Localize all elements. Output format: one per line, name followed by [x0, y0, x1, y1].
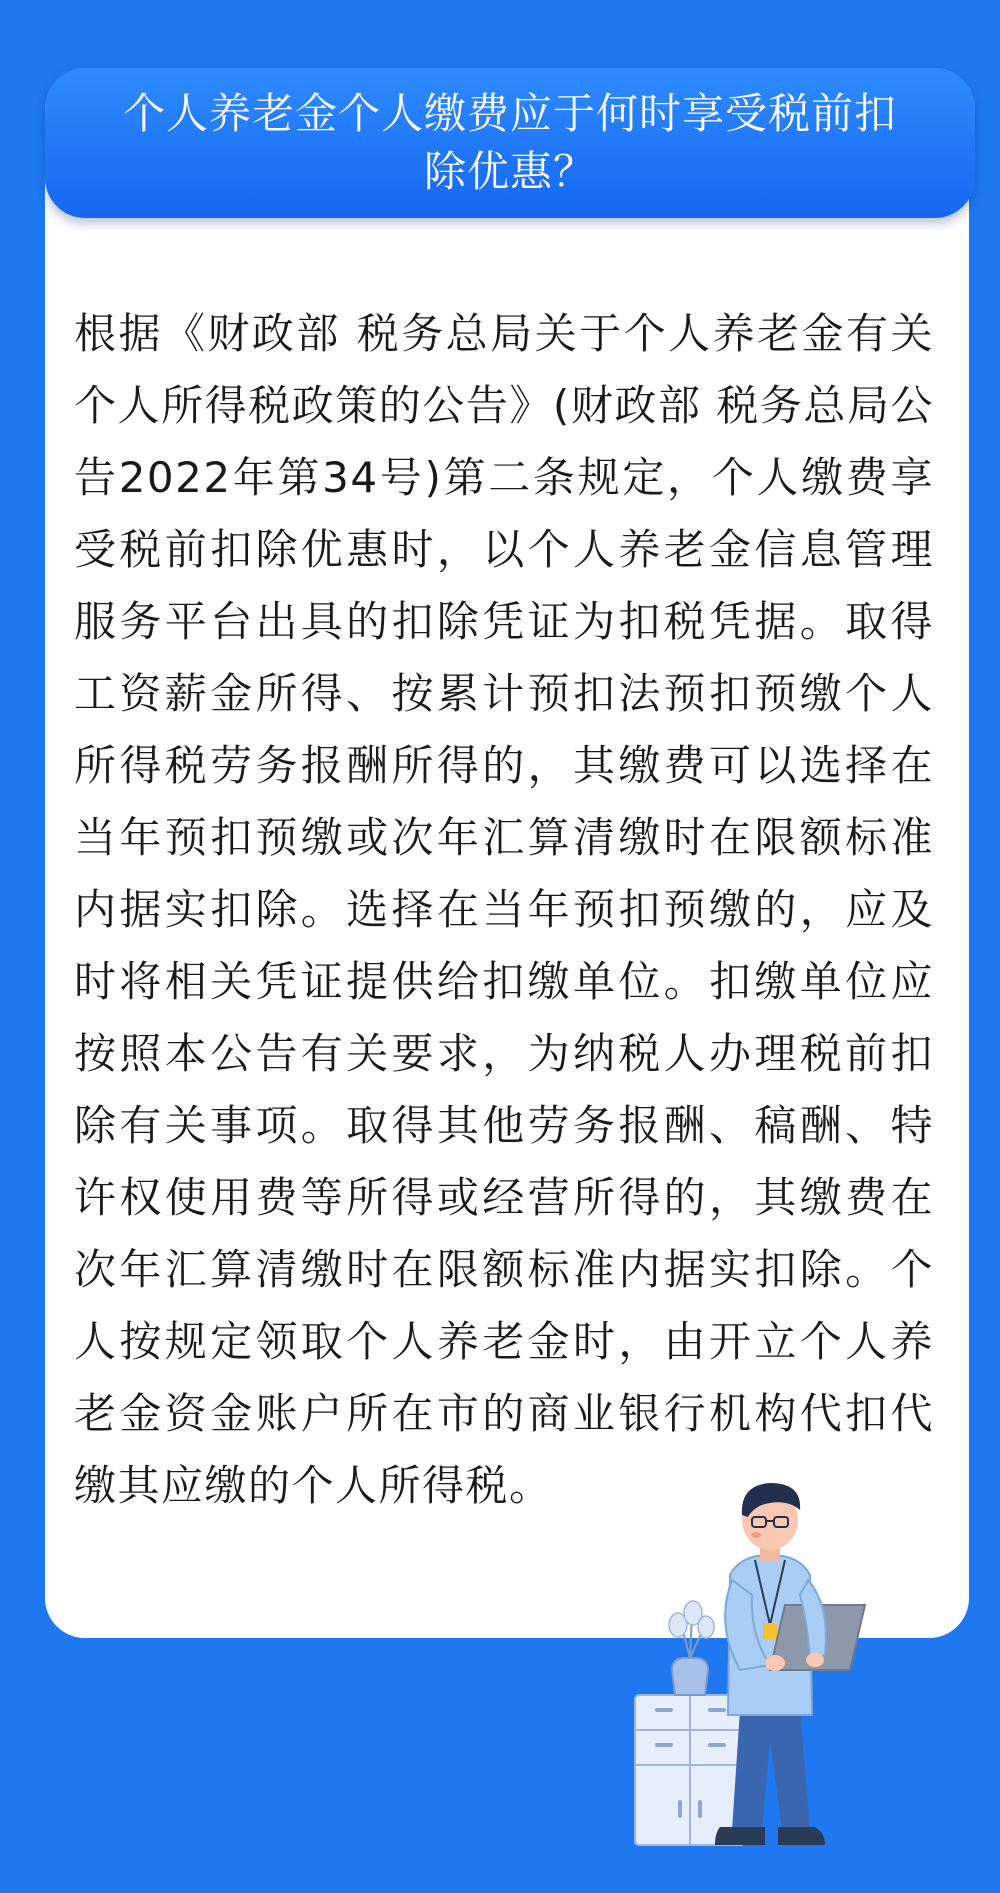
filing-cabinet-icon [635, 1695, 745, 1845]
article-paragraph: 根据《财政部 税务总局关于个人养老金有关个人所得税政策的公告》(财政部 税务总局公告2022年第34号)第二条规定，个人缴费享受税前扣除优惠时，以个人养老金信息管理服务平台出具的扣除凭证为扣税凭据。取得工资薪金所得、按累计预扣法预扣预缴个人所得税劳务报酬所得的，其缴费可以选择在当年预扣预缴或次年汇算清缴时在限额标准内据实扣除。选择在当年预扣预缴的，应及时将相关凭证提供给扣缴单位。扣缴单位应按照本公告有关要求，为纳税人办理税前扣除有关事项。取得其他劳务报酬、稿酬、特许权使用费等所得或经营所得的，其缴费在次年汇算清缴时在限额标准内据实扣除。个人按规定领取个人养老金时，由开立个人养老金资金账户所在市的商业银行机构代扣代缴其应缴的个人所得税。 [74, 309, 934, 1510]
illustration [620, 1455, 920, 1855]
title-banner [45, 68, 975, 218]
plant-vase-icon [669, 1601, 714, 1695]
page-title: 个人养老金个人缴费应于何时享受税前扣除优惠？ [122, 89, 897, 196]
man-with-laptop-icon [715, 1483, 865, 1845]
